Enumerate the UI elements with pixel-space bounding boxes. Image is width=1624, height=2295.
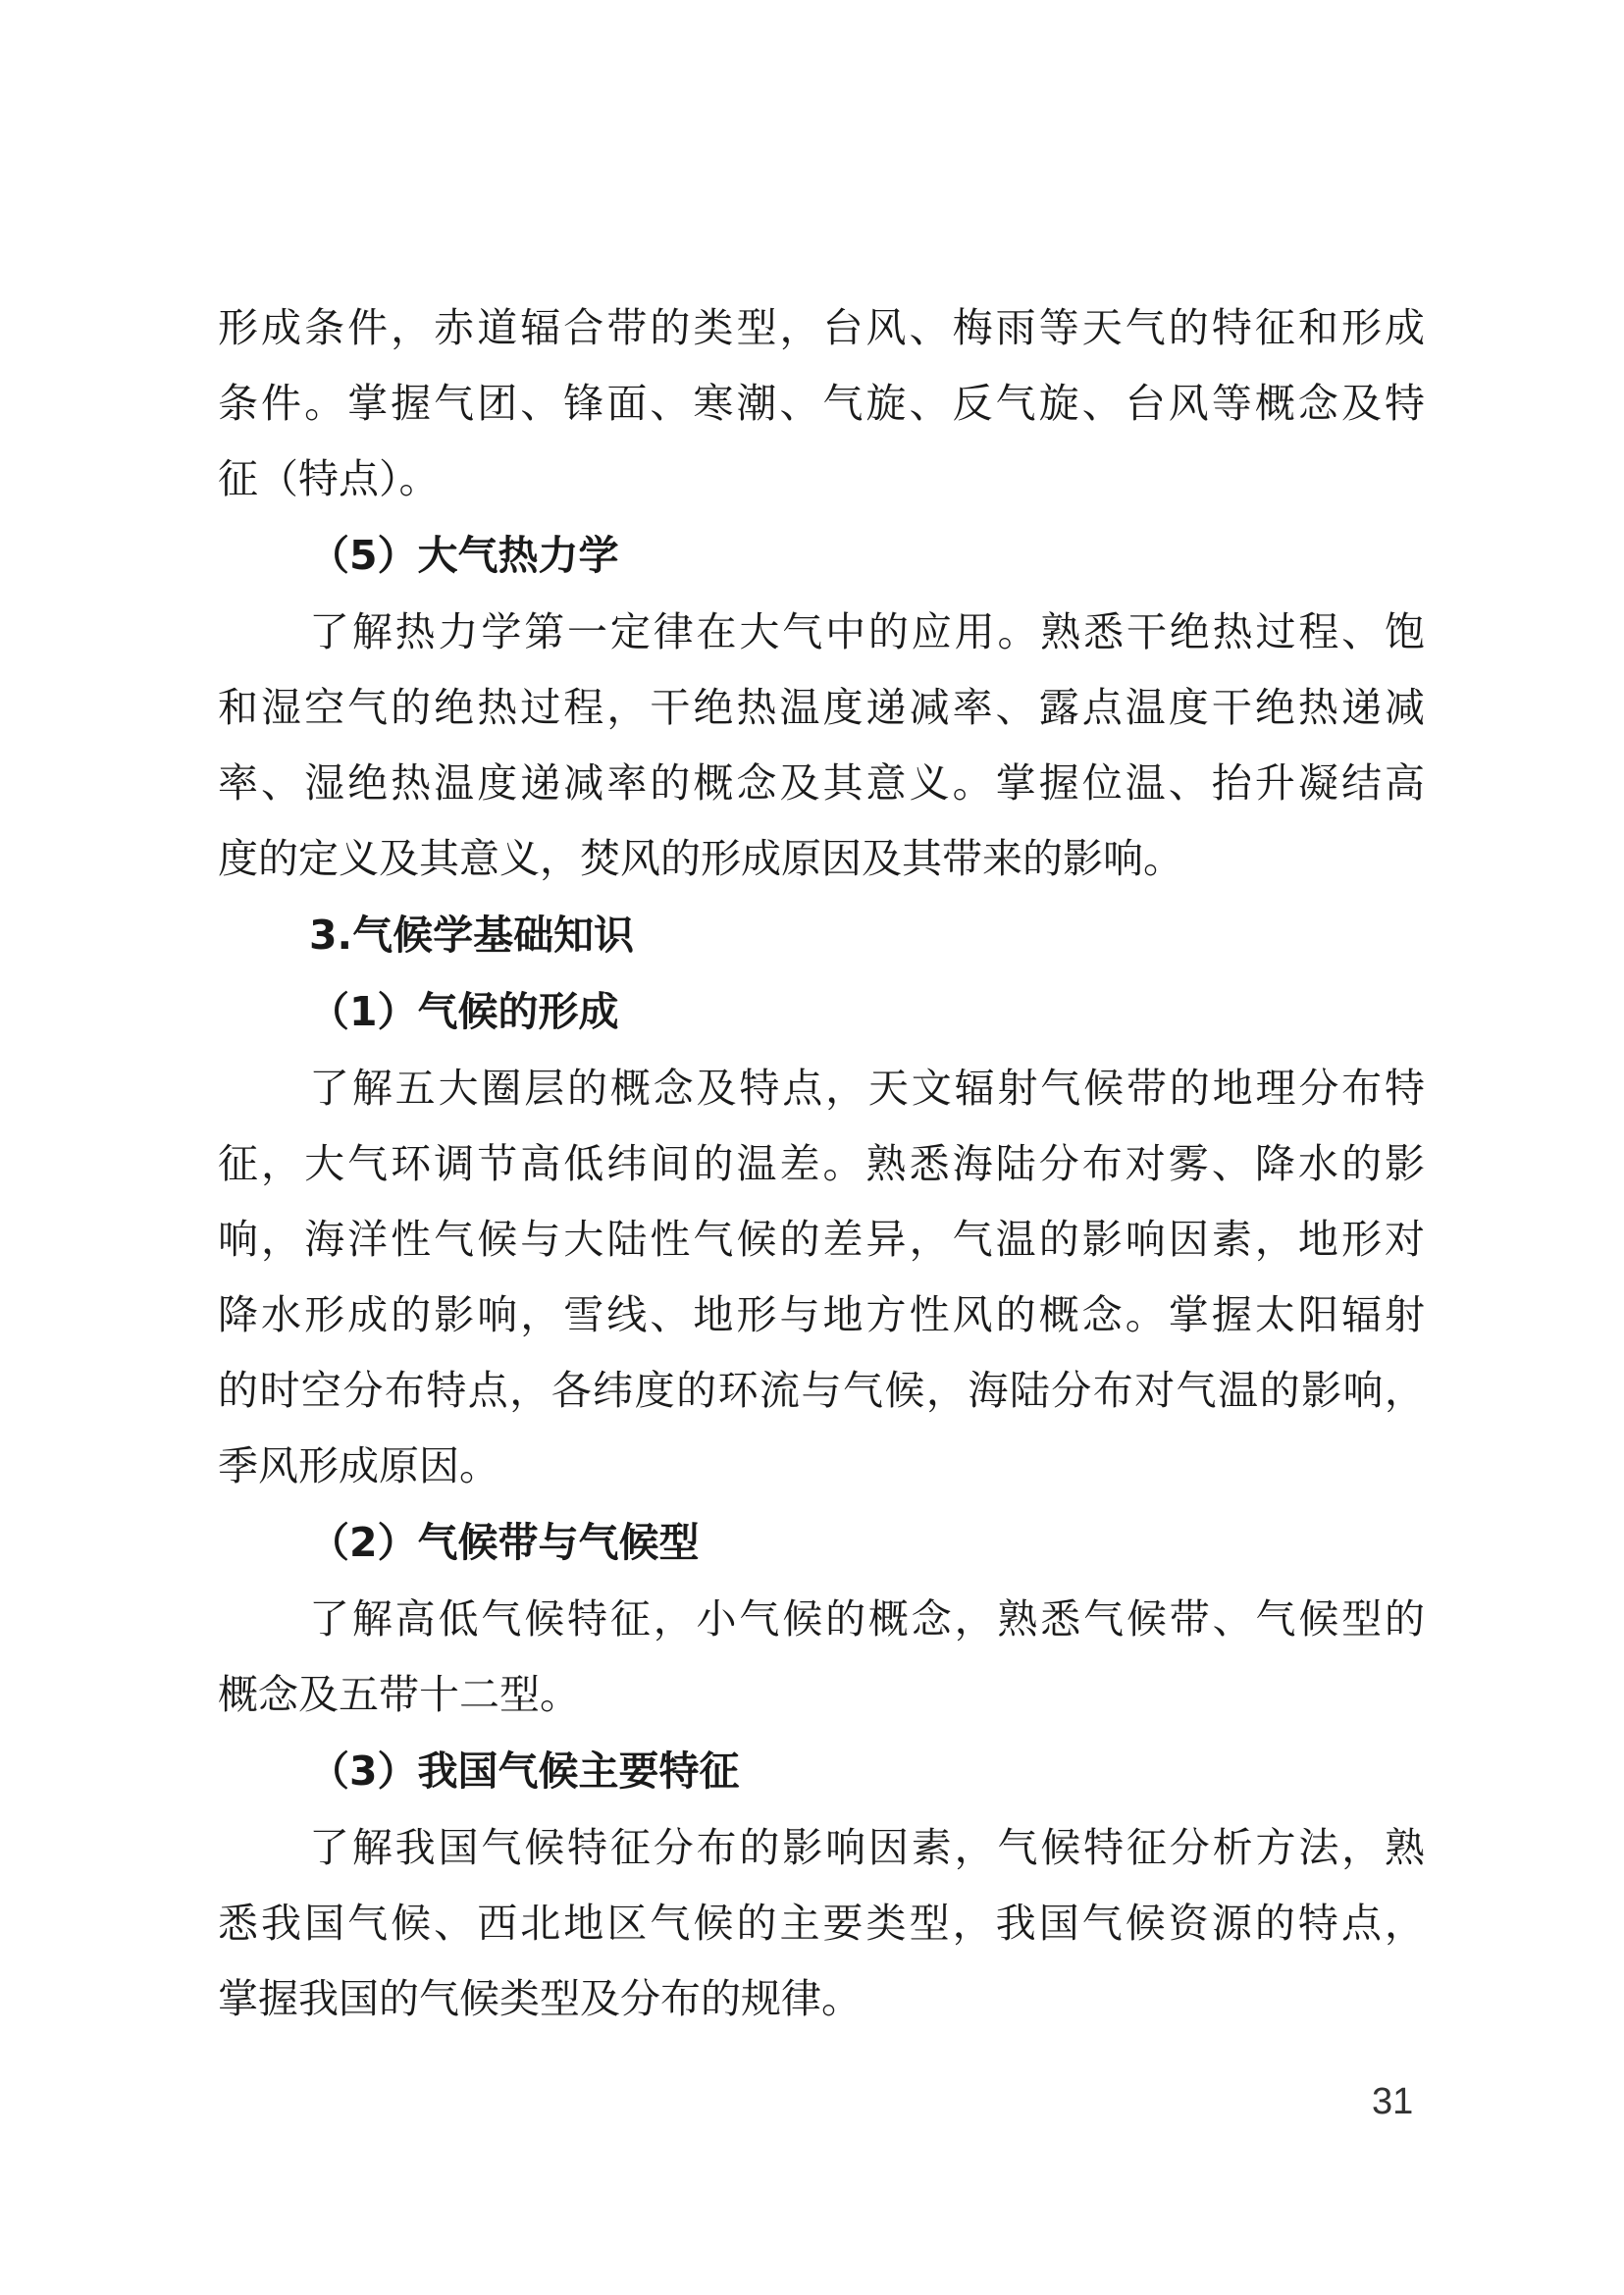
subsection-heading: （2）气候带与气候型 [309,1519,700,1566]
text-line: 降水形成的影响，雪线、地形与地方性风的概念。掌握太阳辐射 [218,1291,1425,1338]
subsection-heading: （3）我国气候主要特征 [309,1747,740,1795]
section-heading: 3.气候学基础知识 [309,912,635,959]
text-line: 和湿空气的绝热过程，干绝热温度递减率、露点温度干绝热递减 [218,684,1425,731]
text-line: 了解我国气候特征分布的影响因素，气候特征分析方法，熟 [309,1824,1425,1871]
page-number: 31 [1372,2081,1414,2122]
text-line: 条件。掌握气团、锋面、寒潮、气旋、反气旋、台风等概念及特 [218,380,1425,427]
text-line: 概念及五带十二型。 [218,1671,580,1718]
text-line: 了解热力学第一定律在大气中的应用。熟悉干绝热过程、饱 [309,608,1425,655]
text-line: 季风形成原因。 [218,1442,499,1489]
subsection-heading: （1）气候的形成 [309,988,619,1035]
text-line: 了解五大圈层的概念及特点，天文辐射气候带的地理分布特 [309,1065,1425,1112]
section-heading: （5）大气热力学 [309,532,619,579]
text-line: 了解高低气候特征，小气候的概念，熟悉气候带、气候型的 [309,1595,1425,1643]
text-line: 悉我国气候、西北地区气候的主要类型，我国气候资源的特点， [218,1900,1425,1947]
text-line: 征，大气环调节高低纬间的温差。熟悉海陆分布对雾、降水的影 [218,1140,1425,1187]
text-line: 率、湿绝热温度递减率的概念及其意义。掌握位温、抬升凝结高 [218,759,1425,807]
text-line: 度的定义及其意义，焚风的形成原因及其带来的影响。 [218,835,1183,882]
text-line: 征（特点）。 [218,455,440,502]
text-line: 形成条件，赤道辐合带的类型，台风、梅雨等天气的特征和形成 [218,304,1425,351]
text-line: 掌握我国的气候类型及分布的规律。 [218,1975,862,2022]
text-line: 的时空分布特点，各纬度的环流与气候，海陆分布对气温的影响， [218,1367,1425,1414]
text-line: 响，海洋性气候与大陆性气候的差异，气温的影响因素，地形对 [218,1216,1425,1263]
